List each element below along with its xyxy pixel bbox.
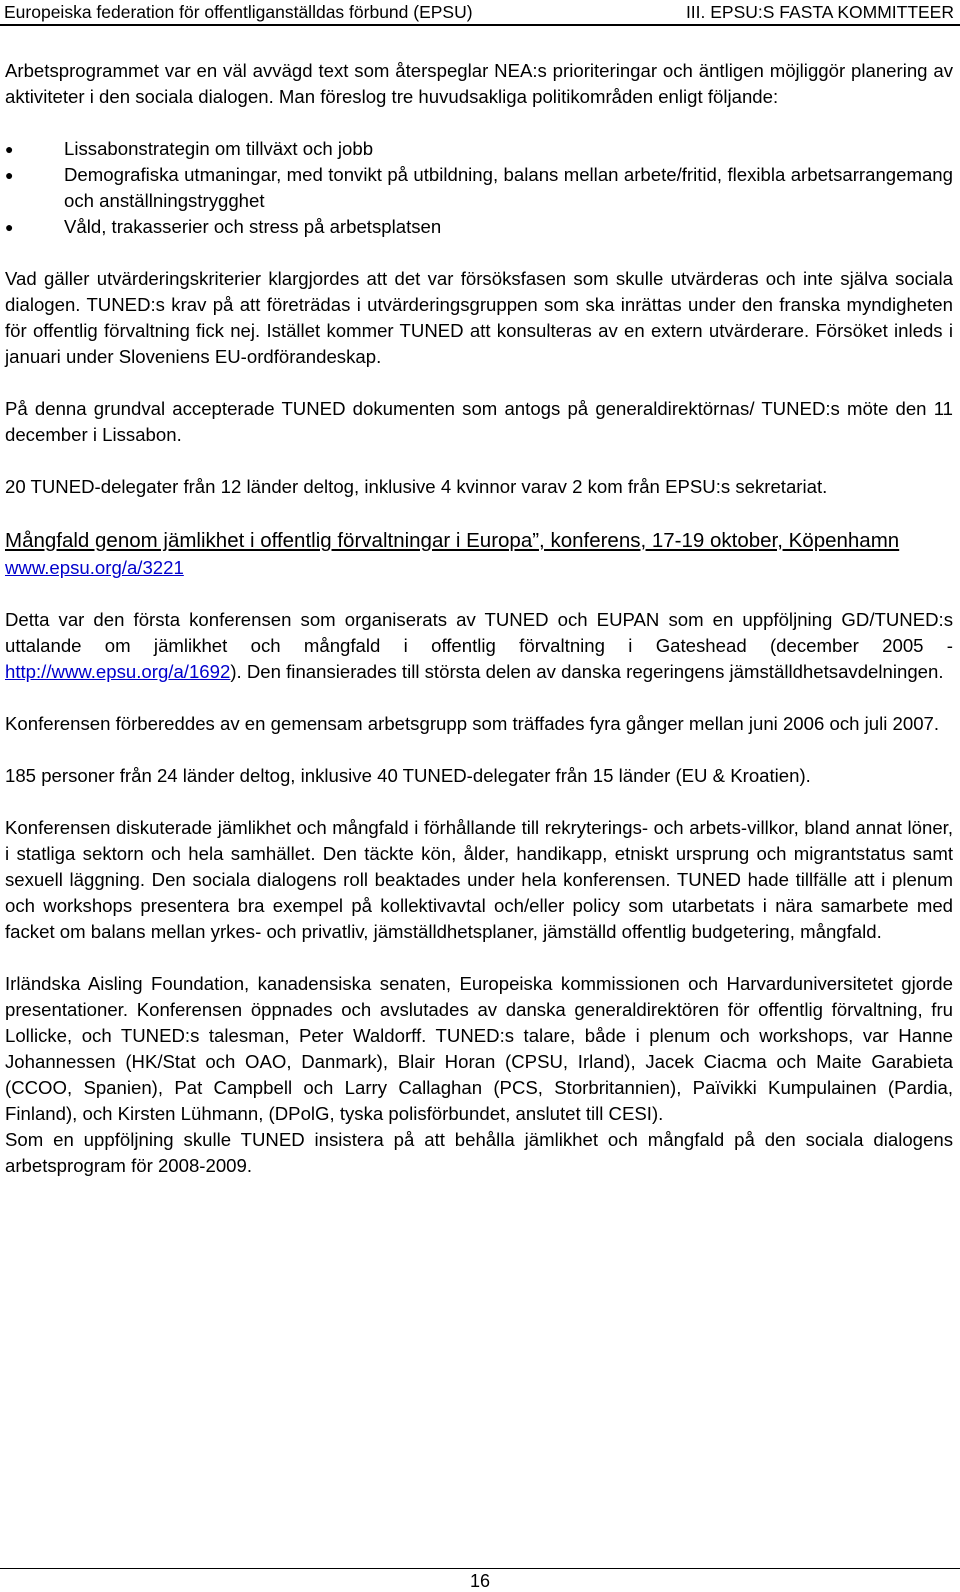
header-chapter: III. EPSU:S FASTA KOMMITTEER — [685, 2, 954, 22]
header-organization: Europeiska federation för offentliganställdas förbund (EPSU) — [4, 2, 473, 22]
bullet-icon: ● — [5, 219, 14, 235]
policy-areas-list — [5, 136, 953, 240]
evaluation-paragraph: Vad gäller utvärderingskriterier klargjordes att det var försöksfasen som skulle utvärderas och inte själva sociala dialogen. TUNED:s krav på att företrädas i utvärderingsgruppen som ska inrättas under den franska myndigheten för offentlig förvaltning fick nej. Istället kommer TUNED att konsulteras av en extern utvärderare. Försöket inleds i januari under Sloveniens EU-ordförandeskap. — [5, 268, 953, 367]
list-item — [5, 162, 953, 214]
list-item — [5, 136, 953, 162]
list-item-text: Våld, trakasserier och stress på arbetsplatsen — [64, 216, 442, 237]
discussion-paragraph: Konferensen diskuterade jämlikhet och mångfald i förhållande till rekryterings- och arbets-villkor, bland annat löner, i statliga sektorn och hela samhället. Den täckte kön, ålder, handikapp, etniskt ursprung och migrantstatus samt sexuell läggning. Den sociala dialogens roll beaktades under hela konferensen. TUNED hade tillfälle att i plenum och workshops presentera bra exempel på kollektivavtal och/eller policy som utarbetats i nära samarbete med facket om balans mellan yrkes- och privatliv, jämställdhetsplaner, jämställd offentlig budgetering, mångfald. — [5, 817, 953, 942]
bullet-icon: ● — [5, 141, 14, 157]
first-conference-text: Detta var den första konferensen som organiserats av TUNED och EUPAN som en uppföljning GD/TUNED:s uttalande om jämlikhet och mångfald i offentlig förvaltning i Gateshead (december 2005 - — [5, 609, 953, 656]
attendance-paragraph: 185 personer från 24 länder deltog, inklusive 40 TUNED-delegater från 15 länder (EU & Kroatien). — [5, 765, 811, 786]
document-body — [5, 58, 953, 1179]
speakers-paragraph: Irländska Aisling Foundation, kanadensiska senaten, Europeiska kommissionen och Harvarduniversitetet gjorde presentationer. Konferensen öppnades och avslutades av danska generaldirektören för offentlig förvaltning, fru Lollicke, och TUNED:s talesman, Peter Waldorff. TUNED:s talare, både i plenum och workshops, var Hanne Johannessen (HK/Stat och OAO, Danmark), Blair Horan (CPSU, Irland), Jacek Ciacma och Maite Garabieta (CCOO, Spanien), Pat Campbell och Larry Callaghan (PCS, Storbritannien), Païvikki Kumpulainen (Pardia, Finland), och Kirsten Lühmann, (DPolG, tyska polisförbundet, anslutet till CESI). — [5, 973, 953, 1124]
conference-title: Mångfald genom jämlikhet i offentlig förvaltningar i Europa”, konferens, 17-19 oktober, Köpenhamn — [5, 529, 900, 552]
basis-paragraph: På denna grundval accepterade TUNED dokumenten som antogs på generaldirektörnas/ TUNED:s möte den 11 december i Lissabon. — [5, 398, 953, 445]
gateshead-link[interactable]: http://www.epsu.org/a/1692 — [5, 661, 231, 682]
conference-link[interactable]: www.epsu.org/a/3221 — [5, 557, 184, 578]
list-item-text: Lissabonstrategin om tillväxt och jobb — [64, 138, 374, 159]
list-item — [5, 214, 953, 240]
header-divider — [0, 24, 960, 26]
followup-paragraph: Som en uppföljning skulle TUNED insistera på att behålla jämlikhet och mångfald på den sociala dialogens arbetsprogram för 2008-2009. — [5, 1129, 953, 1176]
footer-divider — [0, 1568, 960, 1569]
page-number: 16 — [469, 1571, 491, 1591]
first-conference-text-end: ). Den finansierades till största delen av danska regeringens jämställdhetsavdelningen. — [230, 661, 944, 682]
first-conference-paragraph — [5, 607, 953, 685]
preparation-paragraph: Konferensen förbereddes av en gemensam arbetsgrupp som träffades fyra gånger mellan juni 2006 och juli 2007. — [5, 713, 940, 734]
delegates-paragraph: 20 TUNED-delegater från 12 länder deltog, inklusive 4 kvinnor varav 2 kom från EPSU:s sekretariat. — [5, 476, 828, 497]
list-item-text: Demografiska utmaningar, med tonvikt på utbildning, balans mellan arbete/fritid, flexibla arbetsarrangemang och anställningstrygghet — [64, 164, 953, 211]
running-header — [0, 0, 960, 24]
conference-link-line — [5, 555, 953, 581]
bullet-icon: ● — [5, 167, 14, 183]
intro-paragraph: Arbetsprogrammet var en väl avvägd text som återspeglar NEA:s prioriteringar och äntligen möjliggör planering av aktiviteter i den sociala dialogen. Man föreslog tre huvudsakliga politikområden enligt följande: — [5, 60, 953, 107]
